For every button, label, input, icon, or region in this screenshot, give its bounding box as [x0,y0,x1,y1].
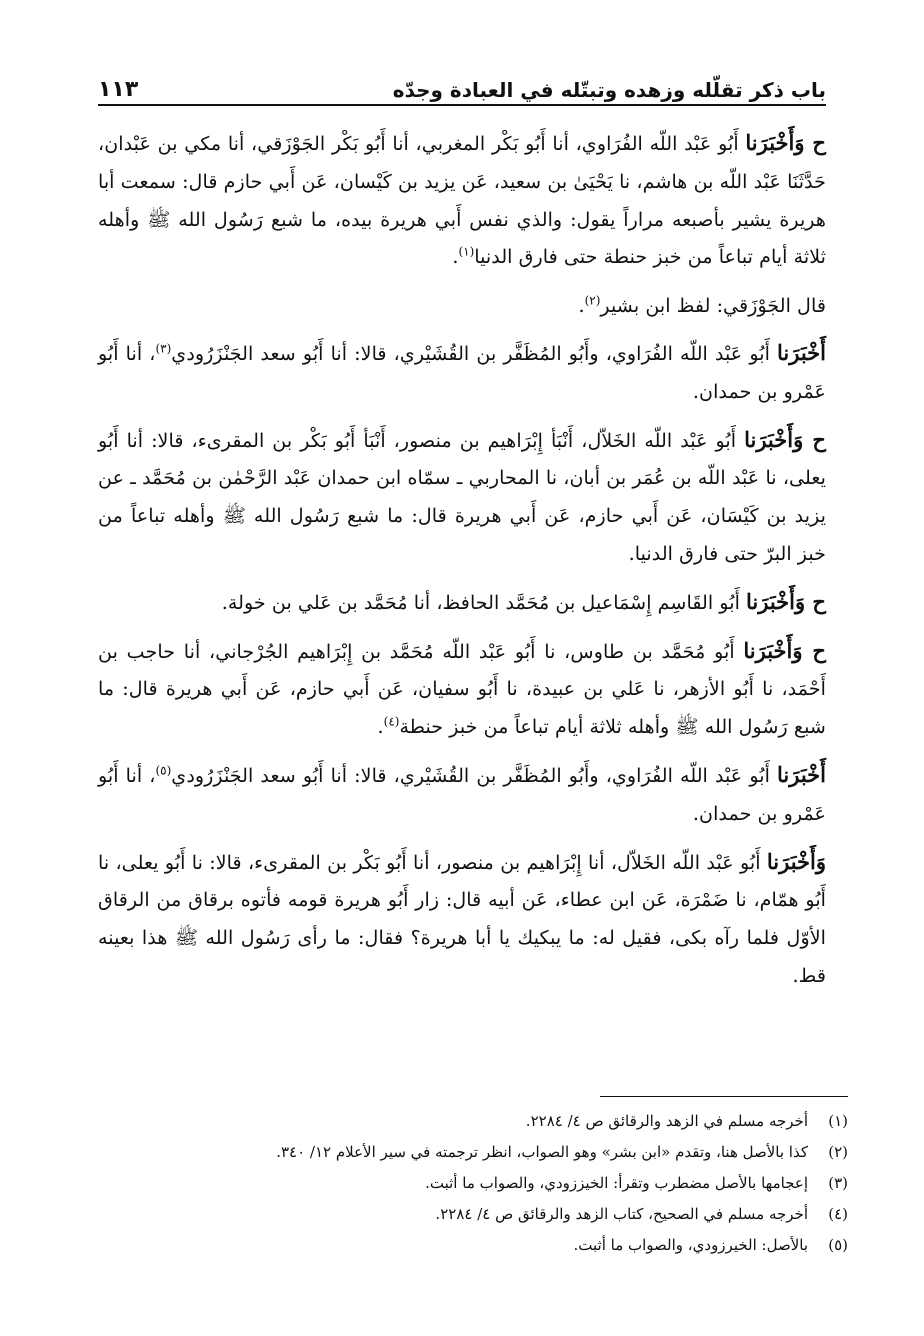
paragraph-lead: ح وَأَخْبَرَنا [745,130,826,155]
paragraph-text: أَبُو عَبْد اللّه الفُرَاوي، وأَبُو المُظَفَّر بن القُشَيْري، قالا: أنا أَبُو سعد الجَنْزَرُودي [171,341,778,365]
footnote-text: بالأصل: الخيرزودي، والصواب ما أثبت. [573,1236,808,1254]
paragraph [98,843,826,995]
paragraph-text: أَبُو عَبْد اللّه الفُرَاوي، أنا أَبُو بَكْر المغربي، أنا أَبُو بَكْر الجَوْزَقي، أنا مكي بن عَبْدان، حَدَّثَنَا عَبْد اللّه بن هاشم، نا يَحْيَىٰ بن سعيد، عَن يزيد بن كَيْسان، عَن أَبي حازم قال: سمعت أبا هريرة يشير بأصبعه مراراً يقول: والذي نفس أَبي هريرة بيده، ما شبع رَسُول الله ﷺ وأهله ثلاثة أيام تباعاً من خبز حنطة حتى فارق الدنيا [98,132,826,269]
paragraph-tail: . [628,541,635,565]
footnote [98,1232,848,1259]
footnote-number: (٣) [828,1174,848,1192]
paragraph-tail: . [377,715,384,739]
footnote-ref: (٣) [155,341,172,356]
paragraph-text: أَبُو عَبْد اللّه الفُرَاوي، وأَبُو المُظَفَّر بن القُشَيْري، قالا: أنا أَبُو سعد الجَنْزَرُودي [171,763,778,787]
footnote [98,1201,848,1228]
footnote-number: (٥) [828,1236,848,1254]
paragraph-text: أَبُو مُحَمَّد بن طاوس، نا أَبُو عَبْد اللّه مُحَمَّد بن إِبْرَاهيم الجُرْجاني، أنا حاجب بن أَحْمَد، نا أَبُو الأزهر، نا عَلي بن عبيدة، نا أَبُو سفيان، عَن أَبي حازم، عَن أَبي هريرة قال: ما شبع رَسُول الله ﷺ وأهله ثلاثة أيام تباعاً من خبز حنطة [98,639,826,739]
paragraph [98,286,826,325]
main-text [98,124,826,1005]
paragraph-tail: . [221,590,228,614]
footnote-rule [600,1096,848,1097]
paragraph [98,334,826,411]
paragraph-lead: وَأَخْبَرَنا [766,848,826,874]
footnote-text: كذا بالأصل هنا، وتقدم «ابن بشر» وهو الصواب، انظر ترجمته في سير الأعلام ١٢/ ٣٤٠. [276,1143,808,1161]
paragraph-lead: أَخْبَرَنا [777,761,826,787]
paragraph-lead: ح وَأَخْبَرَنا [746,588,826,614]
paragraph [98,124,826,276]
paragraph-text: أَبُو عَبْد اللّه الخَلاّل، أَنْبَأ إِبْرَاهيم بن منصور، أَنْبَأ أَبُو بَكْر بن المقرىء، قالا: أنا أَبُو يعلى، نا عَبْد اللّه بن عُمَر بن أبان، نا المحاربي ـ سمّاه ابن حمدان عَبْد الرَّحْمٰن بن مُحَمَّد ـ عن يزيد بن كَيْسَان، عَن أَبي حازم، عَن أَبي هريرة قال: ما شبع رَسُول الله ﷺ وأهله تباعاً من خبز البرّ حتى فارق الدنيا [98,428,826,565]
footnote-number: (١) [828,1112,848,1130]
paragraph-lead: ح وَأَخْبَرَنا [744,426,826,452]
paragraph-text: قال الجَوْزَقي: لفظ ابن بشير [600,294,826,318]
paragraph [98,583,826,622]
paragraph [98,756,826,833]
footnote-text: أخرجه مسلم في الزهد والرقائق ص ٤/ ٢٢٨٤. [525,1112,808,1130]
running-title: باب ذكر تقلّله وزهده وتبتّله في العبادة وجدّه [392,78,826,102]
paragraph [98,632,826,746]
paragraph-lead: أَخْبَرَنا [777,339,826,365]
page-header [98,62,826,102]
paragraph [98,421,826,573]
footnote-ref: (٥) [155,763,172,778]
footnote-text: إعجامها بالأصل مضطرب وتقرأ: الخيززودي، والصواب ما أثبت. [425,1174,808,1192]
paragraph-text: أَبُو القَاسِم إِسْمَاعيل بن مُحَمَّد الحافظ، أنا مُحَمَّد بن عَلي بن خولة [227,590,746,614]
footnote-text: أخرجه مسلم في الصحيح، كتاب الزهد والرقائق ص ٤/ ٢٢٨٤. [435,1205,808,1223]
paragraph-tail: . [452,245,459,269]
paragraph-text: أَبُو عَبْد اللّه الخَلاّل، أنا إِبْرَاهيم بن منصور، أنا أَبُو بَكْر بن المقرىء، قالا: نا أَبُو يعلى، نا أَبُو همّام، نا ضَمْرَة، عَن ابن عطاء، عَن أبيه قال: زار أَبُو هريرة قومه فأتوه برقاق من الرقاق الأوّل فلما رآه بكى، فقيل له: ما يبكيك يا أبا هريرة؟ فقال: ما رأى رَسُول الله ﷺ هذا بعينه قط [98,850,826,987]
header-rule [98,104,826,106]
page-number: ١١٣ [98,77,139,102]
footnote-ref: (٢) [584,293,601,308]
footnote [98,1170,848,1197]
footnote-number: (٤) [828,1205,848,1223]
paragraph-lead: ح وَأَخْبَرَنا [743,637,826,663]
paragraph-tail: ، أنا أَبُو عَمْرو بن حمدان. [98,763,826,825]
footnote-ref: (١) [458,245,475,259]
paragraph-tail: . [792,963,799,987]
paragraph-tail: ، أنا أَبُو عَمْرو بن حمدان. [98,341,826,403]
footnotes [98,1108,848,1263]
footnote [98,1139,848,1166]
footnote-number: (٢) [828,1143,848,1161]
footnote-ref: (٤) [383,714,400,729]
footnote [98,1108,848,1135]
paragraph-tail: . [578,294,585,318]
